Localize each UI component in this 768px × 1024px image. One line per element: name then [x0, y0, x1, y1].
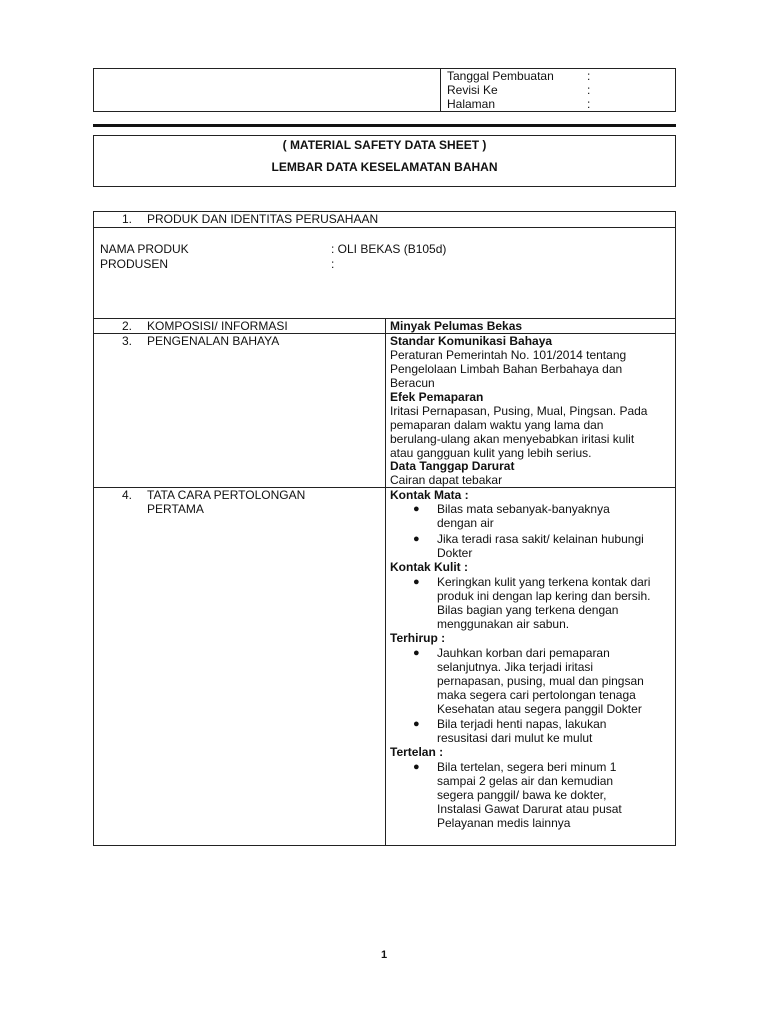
header-colon-revisi: :	[587, 83, 591, 97]
column-divider	[385, 318, 386, 846]
first-aid-item-line: maka segera cari pertolongan tenaga	[437, 688, 636, 702]
section4-heading-line2: PERTAMA	[147, 502, 204, 516]
first-aid-item-line: Dokter	[437, 546, 473, 560]
first-aid-item-line: Instalasi Gawat Darurat atau pusat	[437, 802, 622, 816]
first-aid-item-line: Bilas mata sebanyak-banyaknya	[437, 502, 610, 516]
first-aid-item-line: Bilas bagian yang terkena dengan	[437, 603, 619, 617]
hazard-block-title: Efek Pemaparan	[390, 390, 484, 404]
hazard-block-line: Peraturan Pemerintah No. 101/2014 tentang	[390, 348, 627, 362]
header-colon-halaman: :	[587, 97, 591, 111]
header-label-tanggal: Tanggal Pembuatan	[447, 69, 554, 83]
header-label-halaman: Halaman	[447, 97, 496, 111]
first-aid-item-line: menggunakan air sabun.	[437, 617, 570, 631]
first-aid-item-line: produk ini dengan lap kering dan bersih.	[437, 589, 651, 603]
section4-heading-line1: TATA CARA PERTOLONGAN	[147, 488, 306, 502]
thick-rule	[93, 124, 676, 127]
first-aid-item-line: Kesehatan atau segera panggil Dokter	[437, 702, 642, 716]
first-aid-item-line: segera panggil/ bawa ke dokter,	[437, 788, 607, 802]
bullet-icon: ●	[413, 503, 420, 515]
first-aid-item-line: Keringkan kulit yang terkena kontak dari	[437, 575, 651, 589]
first-aid-item-line: Bila tertelan, segera beri minum 1	[437, 760, 617, 774]
first-aid-item-line: Pelayanan medis lainnya	[437, 816, 571, 830]
first-aid-group-title: Terhirup :	[390, 631, 446, 645]
hazard-block-line: atau gangguan kulit yang lebih serius.	[390, 446, 592, 460]
header-colon-tanggal: :	[587, 69, 591, 83]
first-aid-item-line: selanjutnya. Jika terjadi iritasi	[437, 660, 594, 674]
section1-number: 1.	[122, 212, 133, 226]
first-aid-item-line: Bila terjadi henti napas, lakukan	[437, 717, 607, 731]
first-aid-group-title: Kontak Mata :	[390, 488, 469, 502]
section4-number: 4.	[122, 488, 133, 502]
bullet-icon: ●	[413, 718, 420, 730]
hazard-block-line: Iritasi Pernapasan, Pusing, Mual, Pingsan. Pada	[390, 404, 648, 418]
title-line-2: LEMBAR DATA KESELAMATAN BAHAN	[271, 160, 498, 174]
bullet-icon: ●	[413, 576, 420, 588]
field-label-nama-produk: NAMA PRODUK	[100, 242, 189, 256]
hazard-block-line: Pengelolaan Limbah Bahan Berbahaya dan	[390, 362, 623, 376]
field-value-nama-produk: : OLI BEKAS (B105d)	[331, 242, 447, 256]
first-aid-item-line: Jauhkan korban dari pemaparan	[437, 646, 610, 660]
header-label-revisi: Revisi Ke	[447, 83, 498, 97]
section1-heading: PRODUK DAN IDENTITAS PERUSAHAAN	[147, 212, 379, 226]
section3-heading: PENGENALAN BAHAYA	[147, 334, 280, 348]
bullet-icon: ●	[413, 533, 420, 545]
section2-heading: KOMPOSISI/ INFORMASI	[147, 319, 288, 333]
section2-number: 2.	[122, 319, 133, 333]
bullet-icon: ●	[413, 761, 420, 773]
page-number: 1	[380, 949, 388, 961]
section1-heading-rule	[93, 227, 676, 228]
hazard-block-line: Beracun	[390, 376, 435, 390]
title-line-1: ( MATERIAL SAFETY DATA SHEET )	[282, 138, 487, 152]
section2-value: Minyak Pelumas Bekas	[390, 319, 523, 333]
field-label-produsen: PRODUSEN	[100, 257, 169, 271]
first-aid-item-line: dengan air	[437, 516, 494, 530]
first-aid-item-line: Jika teradi rasa sakit/ kelainan hubungi	[437, 532, 644, 546]
hazard-block-line: berulang-ulang akan menyebabkan iritasi kulit	[390, 432, 635, 446]
bullet-icon: ●	[413, 647, 420, 659]
first-aid-item-line: resusitasi dari mulut ke mulut	[437, 731, 593, 745]
hazard-block-line: Cairan dapat tebakar	[390, 473, 503, 487]
first-aid-group-title: Kontak Kulit :	[390, 560, 468, 574]
first-aid-item-line: sampai 2 gelas air dan kemudian	[437, 774, 614, 788]
hazard-block-title: Standar Komunikasi Bahaya	[390, 334, 553, 348]
first-aid-item-line: pernapasan, pusing, mual dan pingsan	[437, 674, 644, 688]
field-value-produsen: :	[331, 257, 335, 271]
header-divider	[440, 68, 441, 112]
hazard-block-title: Data Tanggap Darurat	[390, 459, 515, 473]
first-aid-group-title: Tertelan :	[390, 745, 444, 759]
section3-number: 3.	[122, 334, 133, 348]
hazard-block-line: pemaparan dalam waktu yang lama dan	[390, 418, 604, 432]
